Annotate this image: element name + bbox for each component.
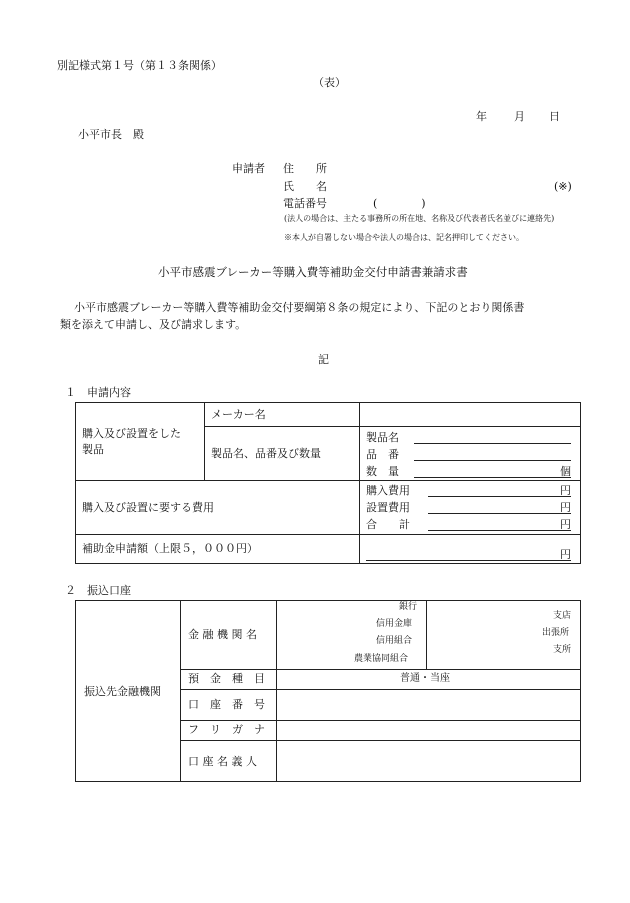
section2-heading: ２ 振込口座 (65, 584, 131, 597)
inst-type-bank: 銀行 (399, 602, 418, 612)
product-detail-label: 製品名、品番及び数量 (211, 447, 321, 460)
applicant-phone-label: 電話番号 (283, 197, 327, 210)
inst-type-shinkin: 信用金庫 (376, 619, 413, 629)
applicant-name-label: 氏 名 (283, 180, 327, 193)
section1-heading: １ 申請内容 (65, 386, 131, 399)
body-text-line2: 類を添えて申請し、及び請求します。 (60, 318, 247, 331)
document-title: 小平市感震ブレーカー等購入費等補助金交付申請書兼請求書 (158, 265, 468, 279)
product-label-line2: 製品 (82, 443, 104, 456)
ki-label: 記 (318, 353, 329, 366)
dest-label: 振込先金融機関 (84, 685, 161, 698)
purchase-cost-yen: 円 (560, 484, 571, 497)
branch-type-shiten: 支店 (553, 611, 572, 621)
total-yen: 円 (560, 518, 571, 531)
date-month: 月 (514, 110, 525, 123)
date-year: 年 (476, 110, 487, 123)
subsidy-label: 補助金申請額（上限５，０００円） (82, 542, 258, 555)
product-label-line1: 購入及び設置をした (82, 427, 181, 440)
product-name-label: 製品名 (366, 431, 399, 444)
inst-type-nokyo: 農業協同組合 (354, 654, 409, 664)
quantity-label: 数 量 (366, 465, 399, 478)
applicant-note-corporate: (法人の場合は、主たる事務所の所在地、名称及び代表者氏名並びに連絡先) (284, 214, 555, 223)
furigana-label: フ リ ガ ナ (188, 723, 265, 736)
branch-type-shucchojo: 出張所 (542, 628, 570, 638)
quantity-unit: 個 (560, 465, 571, 478)
account-number-label: 口 座 番 号 (188, 698, 265, 711)
applicant-note-seal: ※本人が自署しない場合や法人の場合は、記名押印してください。 (284, 233, 524, 242)
institution-label: 金 融 機 関 名 (188, 628, 257, 641)
form-id: 別記様式第１号（第１３条関係） (57, 59, 222, 72)
phone-paren: ( ) (373, 197, 426, 210)
maker-label: メーカー名 (211, 408, 266, 421)
applicant-address-label: 住 所 (283, 162, 327, 175)
body-text-line1: 小平市感震ブレーカー等購入費等補助金交付要綱第８条の規定により、下記のとおり関係書 (74, 301, 525, 314)
addressee: 小平市長 殿 (78, 128, 144, 141)
total-label: 合 計 (366, 518, 410, 531)
date-day: 日 (549, 110, 560, 123)
inst-type-kumiai: 信用組合 (376, 636, 413, 646)
deposit-type-label: 預 金 種 目 (188, 672, 265, 685)
seal-mark: (※) (554, 180, 572, 193)
purchase-cost-label: 購入費用 (366, 484, 410, 497)
part-number-label: 品 番 (366, 448, 399, 461)
install-cost-label: 設置費用 (366, 501, 410, 514)
subsidy-yen: 円 (560, 548, 571, 561)
install-cost-yen: 円 (560, 501, 571, 514)
branch-type-shisho: 支所 (553, 645, 572, 655)
applicant-label: 申請者 (232, 162, 265, 175)
account-holder-label: 口 座 名 義 人 (188, 755, 257, 768)
deposit-type-value: 普通・当座 (400, 673, 450, 684)
cost-label: 購入及び設置に要する費用 (82, 501, 214, 514)
side-label: （表） (313, 76, 346, 89)
